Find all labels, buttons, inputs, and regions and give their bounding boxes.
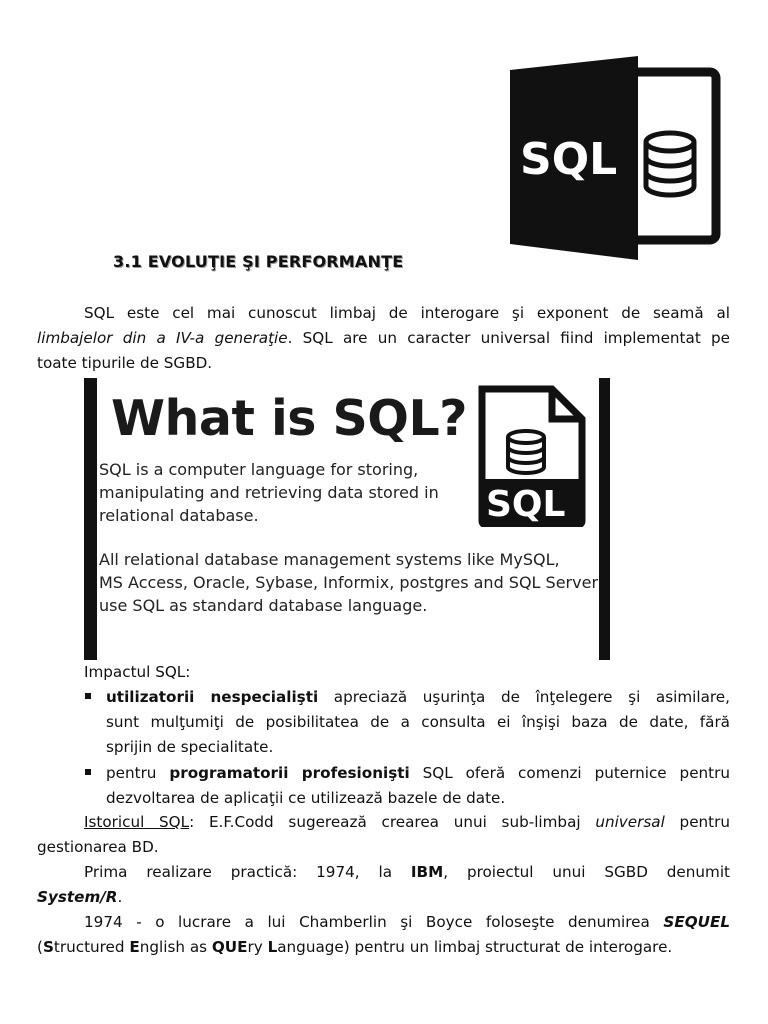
history-paragraph: [37, 810, 730, 860]
bullet-2-bold: programatorii profesionişti: [169, 764, 410, 782]
intro-line-1: SQL este cel mai cunoscut limbaj de interogare şi exponent de seamă al: [84, 304, 730, 322]
database-icon: [646, 133, 694, 195]
history-underline: Istoricul SQL: [84, 813, 190, 831]
bullet-marker: [85, 769, 91, 775]
first-text-a: Prima realizare practică: 1974, la: [84, 863, 411, 881]
acronym-rest: tructured: [53, 938, 130, 956]
sequel-text-a: 1974 - o lucrare a lui Chamberlin şi Boyce foloseşte denumirea: [84, 913, 664, 931]
sequel-word: SEQUEL: [663, 913, 730, 931]
figure-title: What is SQL?: [111, 390, 468, 447]
acronym-letter: L: [267, 938, 278, 956]
history-italic: universal: [595, 813, 665, 831]
history-line-2: gestionarea BD.: [37, 838, 159, 856]
first-text-b: , proiectul unui SGBD denumit: [443, 863, 730, 881]
figure-p2-line: MS Access, Oracle, Sybase, Informix, postgres and SQL Server: [99, 573, 599, 592]
sql-file-icon: [476, 385, 588, 527]
bullet-1-bold: utilizatorii nespecialişti: [106, 688, 319, 706]
impact-label: Impactul SQL:: [84, 663, 191, 681]
paren-open: (: [37, 938, 43, 956]
bullet-1-line-1: apreciază uşurinţa de înţelegere şi asimilare,: [318, 688, 730, 706]
bullet-2-line-2: dezvoltarea de aplicaţii ce utilizează bazele de date.: [106, 789, 506, 807]
acronym-letter: QUE: [211, 938, 248, 956]
figure-right-bar: [599, 378, 610, 660]
section-heading: 3.1 EVOLUŢIE ŞI PERFORMANŢE: [113, 252, 404, 271]
figure-p1-line: manipulating and retrieving data stored in: [99, 483, 439, 502]
figure-left-bar: [84, 378, 97, 660]
figure-p1-line: relational database.: [99, 506, 259, 525]
acronym-letter: E: [129, 938, 140, 956]
bullet-2-pre: pentru: [106, 764, 170, 782]
figure-p1-line: SQL is a computer language for storing,: [99, 460, 419, 479]
intro-line-3: toate tipurile de SGBD.: [37, 354, 213, 372]
acronym-rest: nglish as: [139, 938, 212, 956]
file-label: SQL: [486, 484, 566, 525]
acronym-rest: anguage) pentru un limbaj structurat de interogare.: [277, 938, 673, 956]
acronym-letter: S: [42, 938, 54, 956]
figure-paragraph-2: [99, 548, 599, 617]
acronym-rest: ry: [247, 938, 268, 956]
system-r-text: System/R: [37, 888, 118, 906]
intro-italic: limbajelor din a IV-a generaţie: [37, 329, 288, 347]
history-text-b: pentru: [664, 813, 730, 831]
ibm-text: IBM: [410, 863, 444, 881]
sql-door-logo: [510, 56, 722, 260]
bullet-1: [106, 685, 730, 760]
bullet-1-line-2: sunt mulţumiţi de posibilitatea de a consulta ei înşişi baza de date, fără: [106, 713, 730, 731]
first-dot: .: [117, 888, 123, 906]
sequel-paragraph: [37, 910, 730, 960]
bullet-2-line-1: SQL oferă comenzi puternice pentru: [409, 764, 730, 782]
figure-p2-line: All relational database management systems like MySQL,: [99, 550, 560, 569]
bullet-2: [106, 761, 730, 811]
history-text-a: : E.F.Codd sugerează crearea unui sub-limbaj: [189, 813, 596, 831]
bullet-1-line-3: sprijin de specialitate.: [106, 738, 274, 756]
bullet-marker: [85, 693, 91, 699]
what-is-sql-figure: [84, 378, 610, 660]
intro-paragraph: [37, 301, 730, 376]
logo-text: SQL: [520, 134, 618, 185]
figure-p2-line: use SQL as standard database language.: [99, 596, 428, 615]
intro-line-2: . SQL are un caracter universal fiind implementat pe: [287, 329, 730, 347]
first-realization-paragraph: [37, 860, 730, 910]
